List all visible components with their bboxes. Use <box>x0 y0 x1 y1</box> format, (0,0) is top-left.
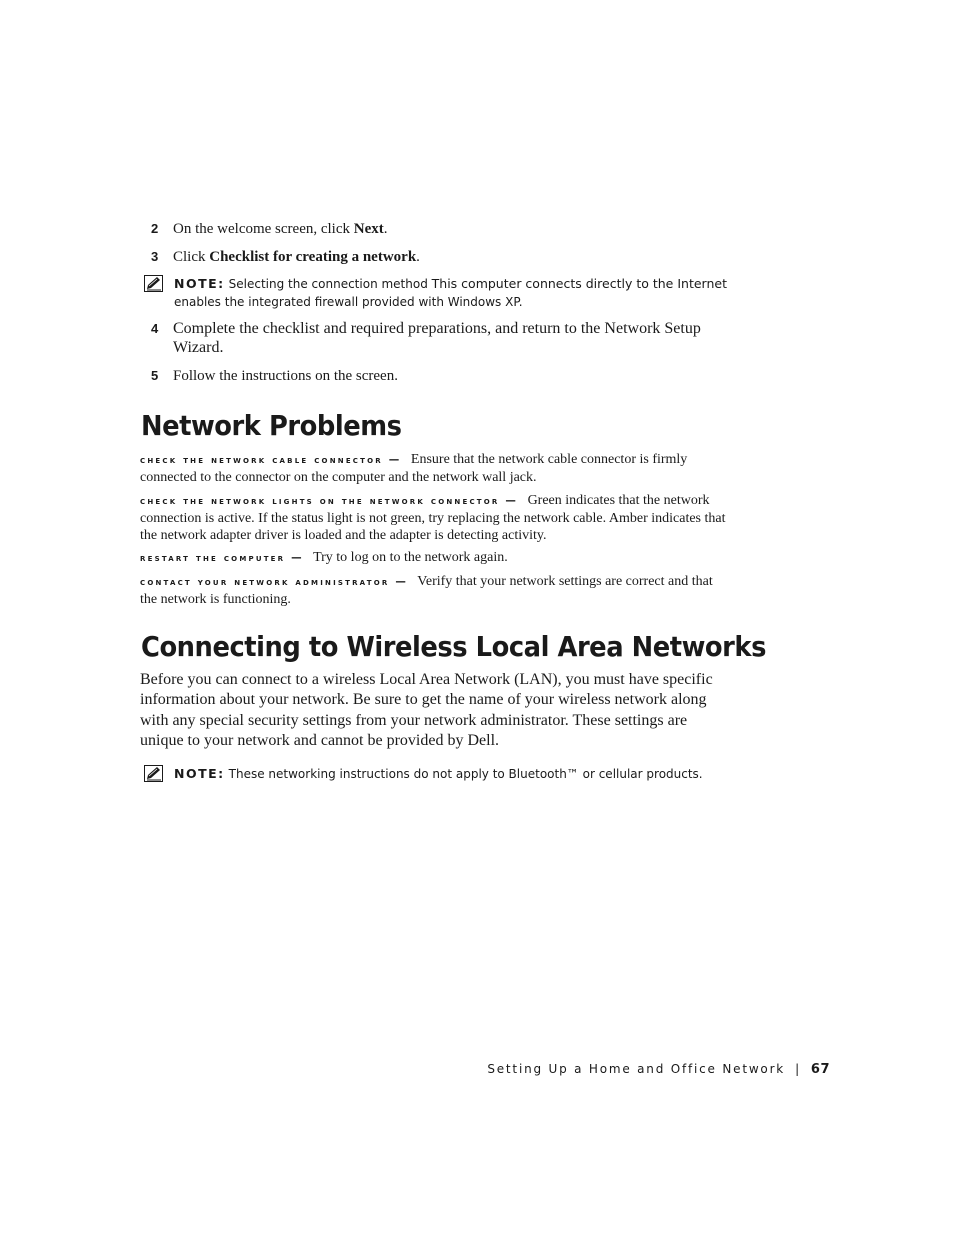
note-label: NOTE: <box>174 276 225 291</box>
footer-section-title: Setting Up a Home and Office Network <box>487 1062 786 1076</box>
step-number: 5 <box>151 368 159 383</box>
page-footer <box>487 1062 830 1077</box>
troubleshoot-item-cable <box>140 451 730 486</box>
wireless-paragraph: Before you can connect to a wireless Local Area Network (LAN), you must have specific information about your network. Be sure to get the name of your wireless network along with any special security settings from your network administrator. These settings are unique to your network and cannot be provided by Dell. <box>140 671 713 749</box>
note-pencil-icon <box>144 275 163 292</box>
step-text-pre: On the welcome screen, click <box>173 221 354 237</box>
step-text-bold: Checklist for creating a network <box>209 249 417 265</box>
troubleshoot-text: Verify that your network settings are correct and that the network is functioning. <box>140 574 713 607</box>
troubleshoot-text: Ensure that the network cable connector is firmly connected to the connector on the computer and the network wall jack. <box>140 452 688 485</box>
section-title-wireless: Connecting to Wireless Local Area Networks <box>141 630 766 663</box>
note-body <box>174 765 734 783</box>
troubleshoot-text: Green indicates that the network connection is active. If the status light is not green, try replacing the network cable. Amber indicates that the network adapter driver is loaded and the adapter is detecting activity. <box>140 493 726 543</box>
step-text-bold: Next <box>353 221 384 237</box>
troubleshoot-text: Try to log on to the network again. <box>313 550 508 565</box>
step-number: 4 <box>151 321 159 336</box>
troubleshoot-item-admin <box>140 573 730 608</box>
note-text-post: enables the integrated firewall provided with Windows XP. <box>174 295 523 309</box>
step-text <box>173 219 733 239</box>
troubleshoot-item-lights <box>140 492 730 544</box>
troubleshoot-heading: check the network lights on the network connector — <box>140 495 519 507</box>
section-title-network-problems: Network Problems <box>141 409 402 442</box>
step-text: Follow the instructions on the screen. <box>173 368 398 384</box>
step-text: Complete the checklist and required preparations, and return to the Network Setup Wizard. <box>173 320 701 356</box>
step-number: 3 <box>151 249 159 264</box>
footer-separator: | <box>795 1062 801 1076</box>
note-pencil-icon <box>144 765 163 782</box>
note-text: These networking instructions do not apply to Bluetooth™ or cellular products. <box>228 767 703 781</box>
note-text-pre: Selecting the connection method <box>228 277 432 291</box>
note-label: NOTE: <box>174 766 225 781</box>
step-text-post: . <box>416 249 420 265</box>
step-text-post: . <box>383 221 388 237</box>
page-number: 67 <box>810 1062 830 1077</box>
note-text-emphasis: This computer connects directly to the Internet <box>431 276 727 291</box>
step-text-pre: Click <box>173 249 210 265</box>
step-number: 2 <box>151 221 159 236</box>
step-text <box>173 247 733 267</box>
troubleshoot-heading: restart the computer — <box>140 552 304 564</box>
troubleshoot-heading: contact your network administrator — <box>140 576 409 588</box>
troubleshoot-item-restart <box>140 549 730 567</box>
troubleshoot-heading: check the network cable connector — <box>140 454 402 466</box>
note-body <box>174 275 734 311</box>
